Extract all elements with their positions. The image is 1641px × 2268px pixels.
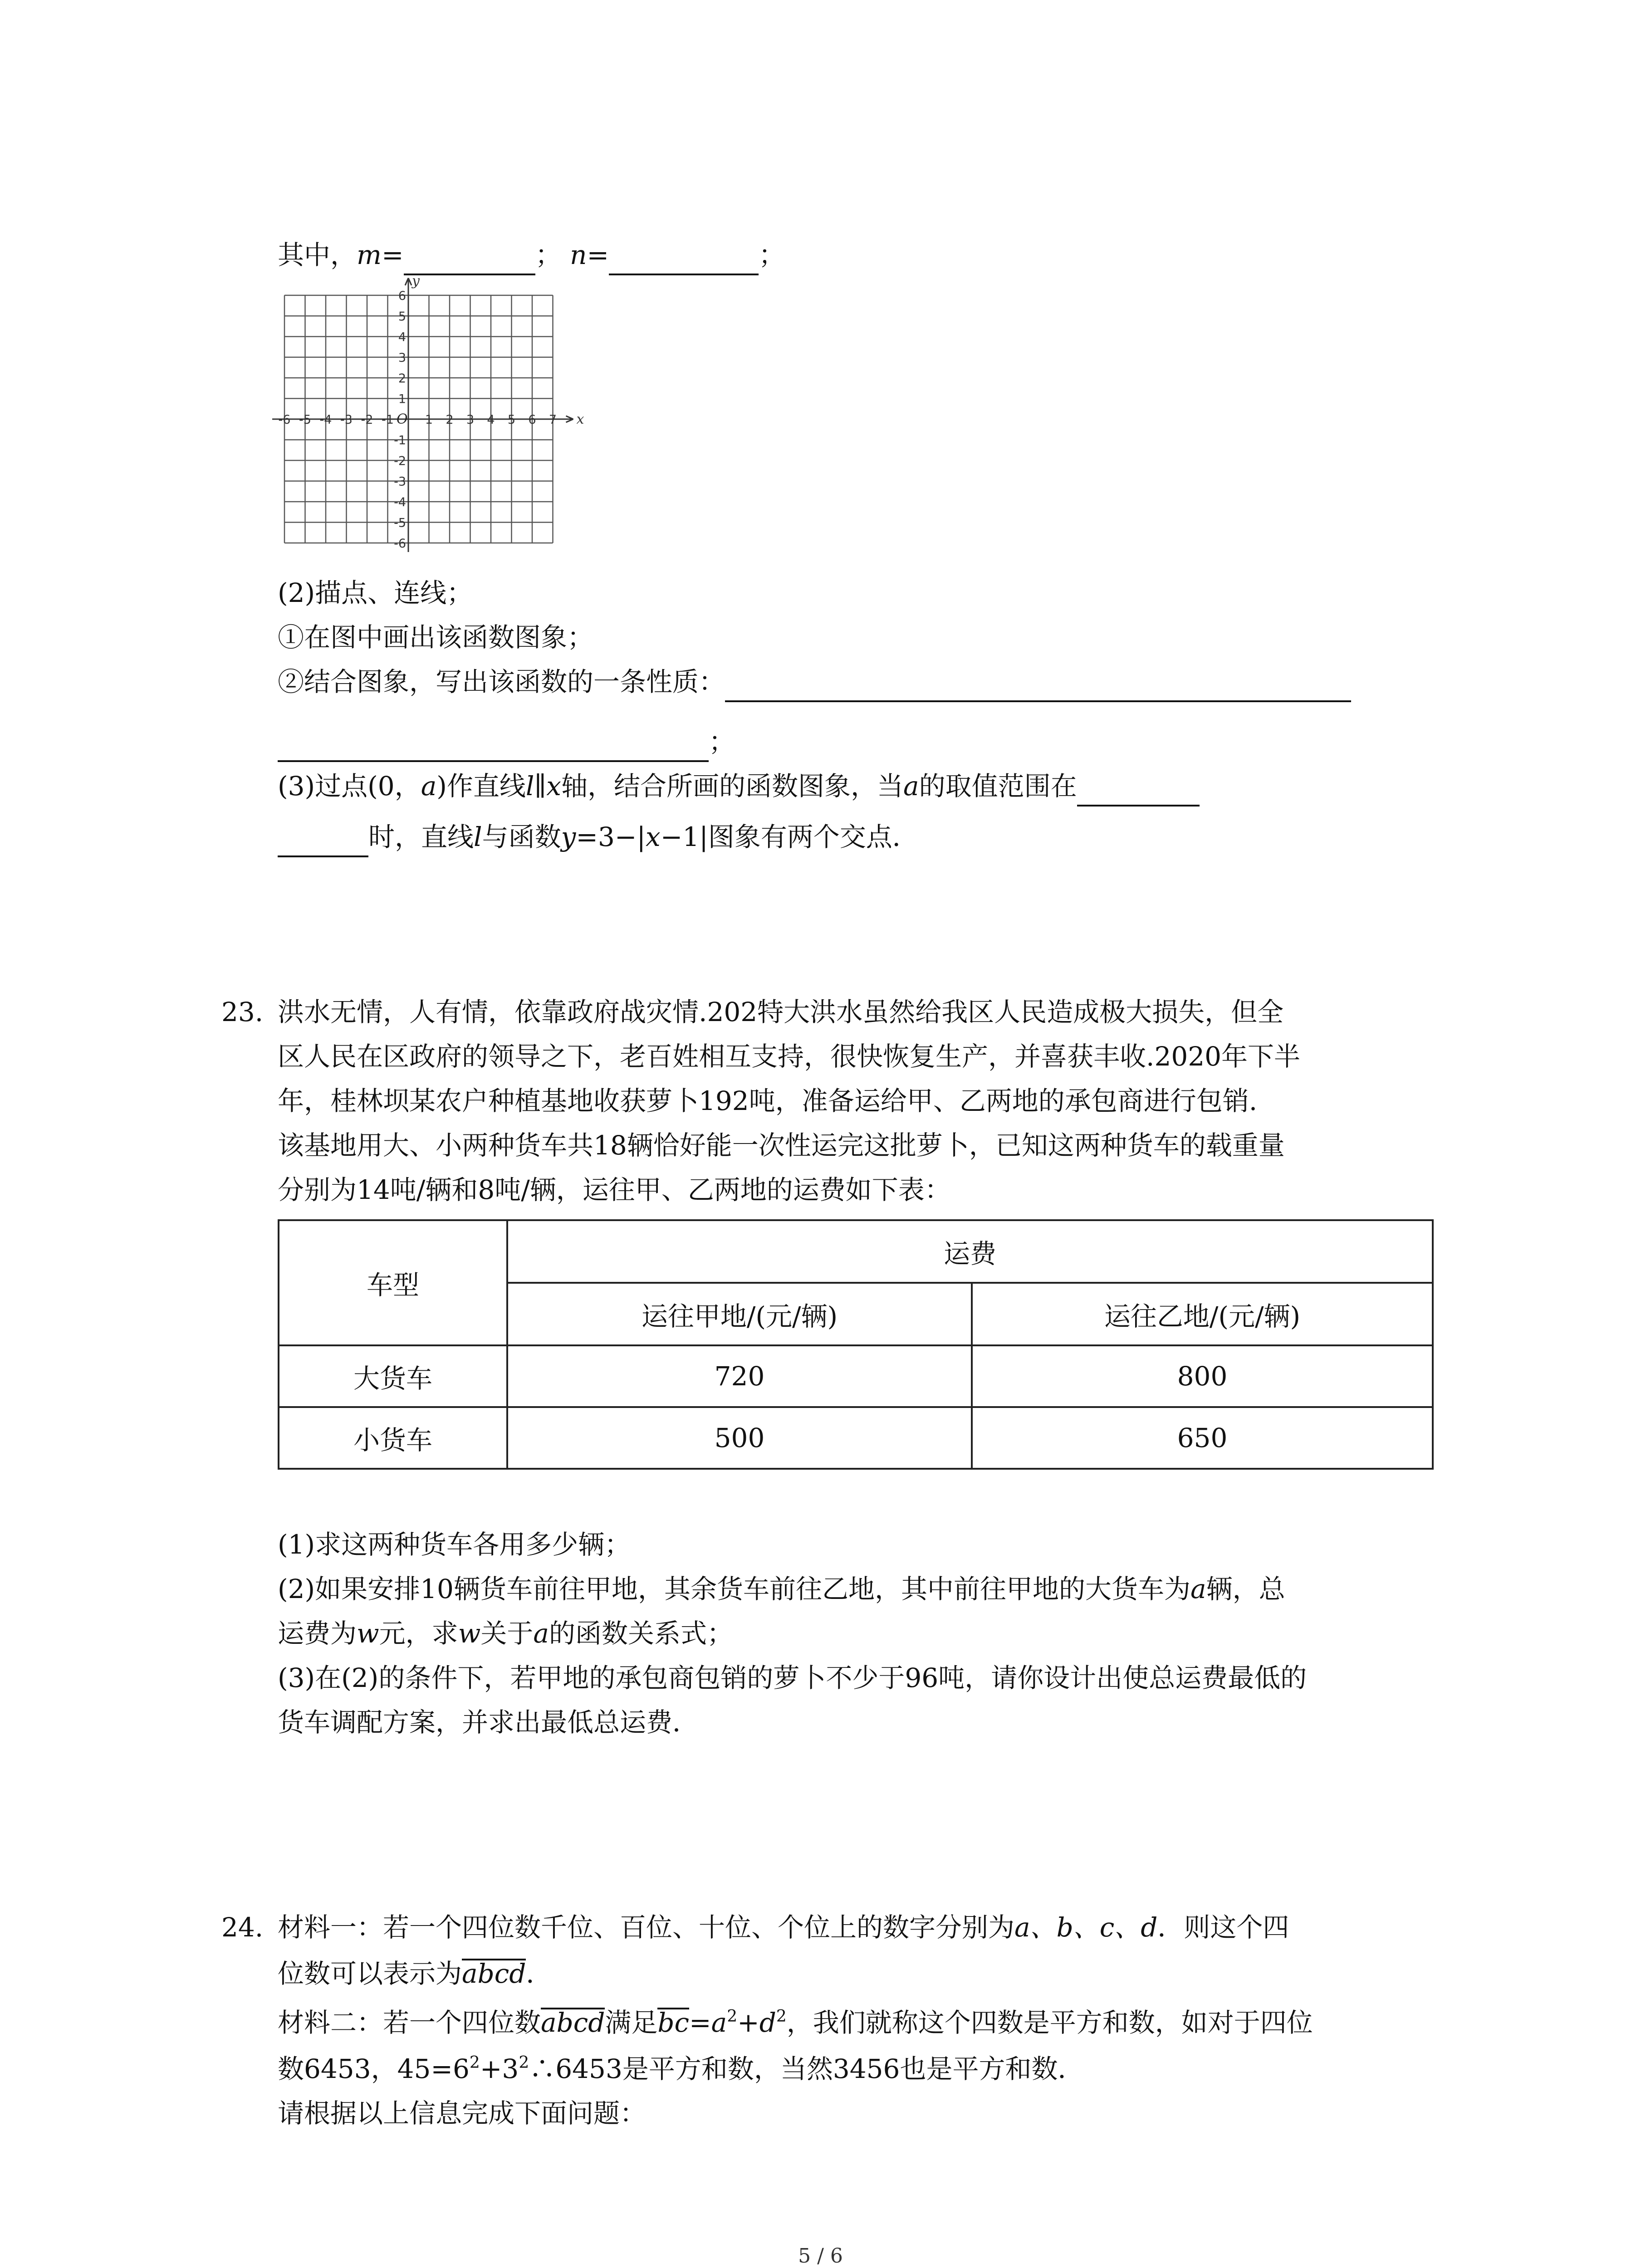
range-answer-blank[interactable] [1077,773,1200,807]
y-tick-label: -3 [394,474,406,489]
table-cell: 650 [972,1407,1433,1469]
x-tick-label: 3 [466,413,475,427]
y-axis-label: y [412,278,420,289]
range-answer-blank-2[interactable] [278,824,368,857]
table-cell: 大货车 [279,1345,507,1407]
q22-part2-item2-cont: ； [278,726,735,762]
table-header-to-jia: 运往甲地/(元/辆) [507,1283,972,1345]
q23-text-line-5: 分别为14吨/辆和8吨/辆，运往甲、乙两地的运费如下表： [278,1174,951,1205]
coordinate-grid [272,278,599,568]
x-tick-label: 4 [487,413,495,427]
q22-part3-line2: 时，直线l与函数y=3−|x−1|图象有两个交点． [278,821,919,857]
y-tick-label: 1 [398,392,406,406]
x-tick-label: 5 [507,413,516,427]
table-header-to-yi: 运往乙地/(元/辆) [972,1283,1433,1345]
q23-part3-line2: 货车调配方案，并求出最低总运费． [278,1707,699,1738]
freight-table [278,1219,1434,1470]
q23-part3-line1: (3)在(2)的条件下，若甲地的承包商包销的萝卜不少于96吨，请你设计出使总运费最低的 [278,1662,1307,1693]
table-header-vehicle: 车型 [279,1220,507,1345]
overline-bc: bc [657,2007,689,2038]
q22-part2-item2: ②结合图象，写出该函数的一条性质： [278,666,1351,702]
overline-abcd: abcd [541,2007,605,2038]
m-answer-blank[interactable] [404,242,535,275]
y-tick-label: 3 [398,351,406,365]
q23-text-line-1: 洪水无情，人有情，依靠政府战灾情.202特大洪水虽然给我区人民造成极大损失，但全 [278,997,1284,1027]
q23-part1: (1)求这两种货车各用多少辆； [278,1529,631,1560]
q24-material2-line1: 材料二：若一个四位数abcd满足$bc=a^2+d^2$，我们就称这个四数是平方和数，如对于四位 [278,2007,1313,2038]
x-tick-label: -1 [382,413,394,427]
q23-number: 23. [221,997,264,1027]
q24-prompt: 请根据以上信息完成下面问题： [278,2098,647,2129]
q22-part2-item1: ①在图中画出该函数图象； [278,622,594,653]
origin-label: O [397,411,408,427]
mn-blank-line: 其中，m= ； n= ； [278,239,785,275]
q24-number: 24. [221,1912,264,1943]
property-answer-blank[interactable] [725,669,1351,702]
y-tick-label: -4 [394,495,406,509]
x-tick-label: -4 [319,413,332,427]
q23-part2-line2: 运费为w元，求w关于a的函数关系式； [278,1618,733,1649]
y-tick-label: -6 [394,537,406,551]
x-tick-label: 2 [446,413,454,427]
coordinate-grid-svg [272,278,599,568]
y-tick-label: 6 [398,289,406,303]
n-answer-blank[interactable] [609,242,759,275]
q23-text-line-4: 该基地用大、小两种货车共18辆恰好能一次性运完这批萝卜，已知这两种货车的载重量 [278,1130,1285,1161]
x-tick-label: -3 [340,413,353,427]
overline-abcd: abcd [462,1958,526,1989]
x-tick-label: -2 [361,413,373,427]
table-row [279,1407,1433,1469]
table-header-freight: 运费 [507,1220,1433,1283]
table-cell: 800 [972,1345,1433,1407]
x-tick-label: 6 [528,413,536,427]
table-cell: 500 [507,1407,972,1469]
y-tick-label: 4 [398,330,406,344]
y-tick-label: -2 [394,454,406,468]
property-answer-blank-2[interactable] [278,728,709,762]
x-axis-label: x [576,411,584,427]
q24-material1-line2: 位数可以表示为abcd． [278,1958,553,1989]
page-number: 5 / 6 [798,2244,843,2268]
q22-part3-line1: (3)过点(0，a)作直线l∥x轴，结合所画的函数图象，当a的取值范围在 [278,770,1200,807]
x-tick-label: -6 [278,413,291,427]
y-tick-label: -5 [394,516,406,530]
q24-material2-line2: 数6453，$45=6^2+3^2\therefore 6453$是平方和数，当然3456也是平方和数． [278,2053,1084,2084]
q23-part2-line1: (2)如果安排10辆货车前往甲地，其余货车前往乙地，其中前往甲地的大货车为a辆，总 [278,1574,1285,1604]
x-tick-label: 1 [425,413,433,427]
table-cell: 小货车 [279,1407,507,1469]
table-row [279,1345,1433,1407]
y-tick-label: -1 [394,433,406,448]
table-cell: 720 [507,1345,972,1407]
q24-material1-line1: 材料一：若一个四位数千位、百位、十位、个位上的数字分别为a、b、c、d．则这个四 [278,1912,1289,1943]
y-tick-label: 5 [398,309,406,324]
q23-text-line-2: 区人民在区政府的领导之下，老百姓相互支持，很快恢复生产，并喜获丰收.2020年下半 [278,1041,1301,1072]
y-tick-label: 2 [398,371,406,386]
x-tick-label: -5 [299,413,311,427]
q23-text-line-3: 年，桂林坝某农户种植基地收获萝卜192吨，准备运给甲、乙两地的承包商进行包销. [278,1085,1258,1116]
x-tick-label: 7 [549,413,557,427]
q22-part2-title: (2)描点、连线； [278,577,473,608]
